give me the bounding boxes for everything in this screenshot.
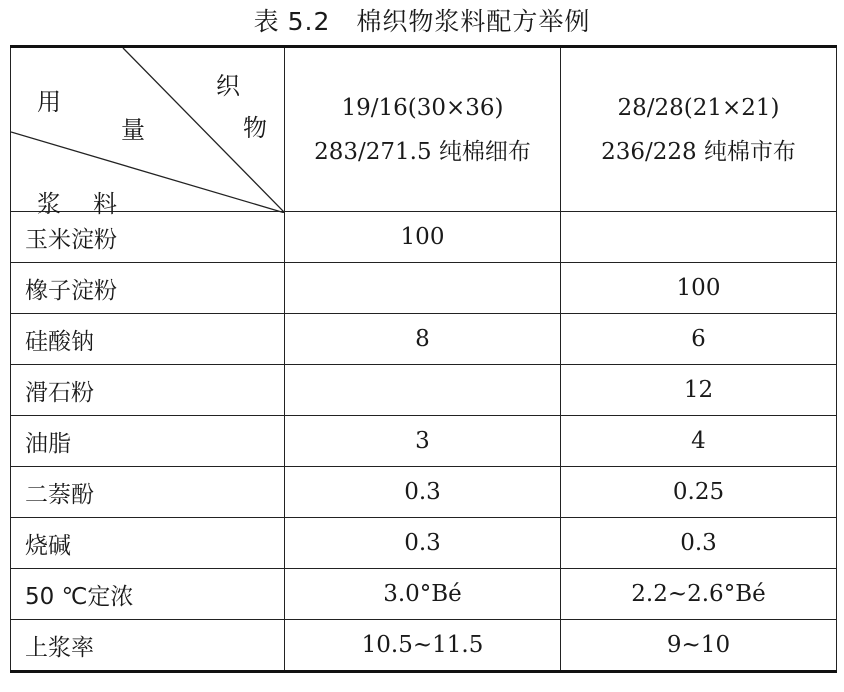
cell-value	[285, 365, 561, 416]
row-label: 滑石粉	[11, 365, 285, 416]
table-row	[11, 467, 837, 518]
cell-value: 2.2~2.6°Bé	[561, 569, 837, 620]
cell-value: 10.5~11.5	[285, 620, 561, 672]
cell-value: 0.3	[561, 518, 837, 569]
cell-value: 8	[285, 314, 561, 365]
table-row	[11, 569, 837, 620]
caption-number: 5.2	[287, 7, 331, 36]
row-label: 油脂	[11, 416, 285, 467]
cell-value: 6	[561, 314, 837, 365]
cell-value: 0.3	[285, 518, 561, 569]
corner-label-wu: 物	[243, 114, 267, 142]
cell-value	[561, 212, 837, 263]
row-label: 橡子淀粉	[11, 263, 285, 314]
caption-title: 棉织物浆料配方举例	[356, 7, 591, 36]
cell-value: 3	[285, 416, 561, 467]
row-label: 50 ℃定浓	[11, 569, 285, 620]
corner-label-liao: 料	[93, 190, 117, 218]
corner-label-jiang: 浆	[37, 190, 61, 218]
header-row	[11, 47, 837, 212]
table-row	[11, 416, 837, 467]
fabric-2-spec: 28/28(21×21)	[617, 94, 780, 121]
row-label: 烧碱	[11, 518, 285, 569]
cell-value: 9~10	[561, 620, 837, 672]
cell-value	[285, 263, 561, 314]
corner-label-liang: 量	[121, 116, 145, 144]
cell-value: 3.0°Bé	[285, 569, 561, 620]
table-row	[11, 518, 837, 569]
table-row	[11, 365, 837, 416]
cell-value: 100	[561, 263, 837, 314]
row-label: 玉米淀粉	[11, 212, 285, 263]
cell-value: 0.3	[285, 467, 561, 518]
cell-value: 100	[285, 212, 561, 263]
corner-label-yong: 用	[37, 88, 61, 116]
table-row	[11, 263, 837, 314]
table-caption	[0, 4, 844, 40]
fabric-1-spec: 19/16(30×36)	[341, 94, 504, 121]
fabric-1-name: 283/271.5 纯棉细布	[314, 138, 531, 165]
table-row	[11, 212, 837, 263]
column-header-fabric-2	[561, 47, 837, 212]
corner-label-zhi: 织	[216, 72, 240, 100]
column-header-fabric-1	[285, 47, 561, 212]
corner-header-cell	[11, 47, 285, 218]
row-label: 上浆率	[11, 620, 285, 672]
fabric-2-name: 236/228 纯棉市布	[601, 138, 796, 165]
cell-value: 4	[561, 416, 837, 467]
row-label: 硅酸钠	[11, 314, 285, 365]
cell-value: 0.25	[561, 467, 837, 518]
caption-label: 表	[253, 7, 280, 36]
cell-value: 12	[561, 365, 837, 416]
table-row	[11, 314, 837, 365]
formula-table	[10, 45, 837, 673]
row-label: 二萘酚	[11, 467, 285, 518]
table-row	[11, 620, 837, 672]
